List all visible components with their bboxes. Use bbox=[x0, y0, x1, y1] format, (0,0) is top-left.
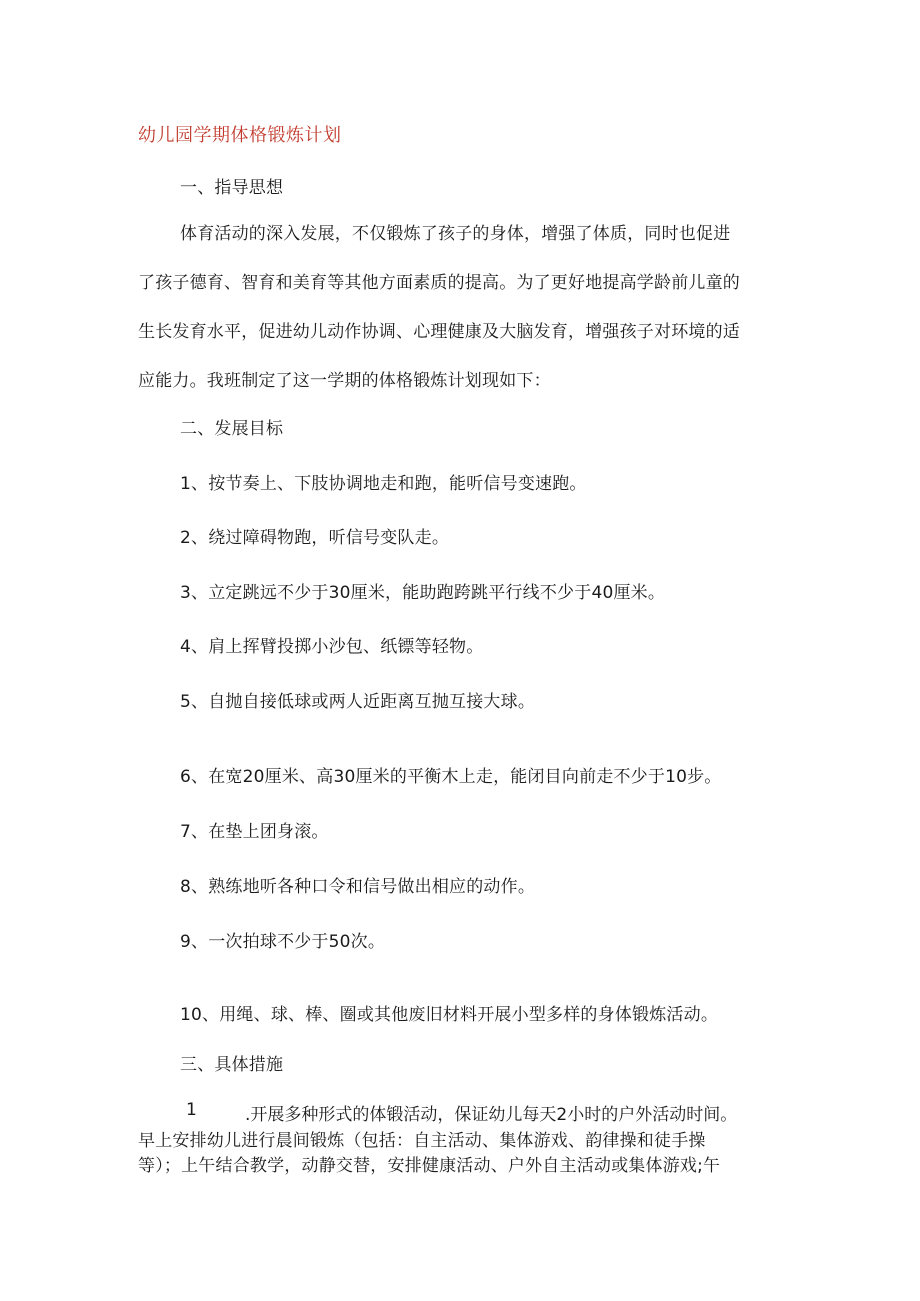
measure-1-line: 等）；上午结合教学，动静交替，安排健康活动、户外自主活动或集体游戏;午 bbox=[138, 1156, 721, 1176]
goal-item-1: 1、按节奏上、下肢协调地走和跑，能听信号变速跑。 bbox=[180, 474, 587, 494]
goal-item-6: 6、在宽20厘米、高30厘米的平衡木上走，能闭目向前走不少于10步。 bbox=[180, 767, 722, 787]
goal-item-7: 7、在垫上团身滚。 bbox=[180, 822, 329, 842]
section-heading-development-goals: 二、发展目标 bbox=[180, 419, 284, 439]
goal-item-5: 5、自抛自接低球或两人近距离互抛互接大球。 bbox=[180, 692, 536, 712]
measure-1-first-line: .开展多种形式的体锻活动，保证幼儿每天2小时的户外活动时间。 bbox=[245, 1105, 738, 1125]
paragraph-line: 应能力。我班制定了这一学期的体格锻炼计划现如下： bbox=[138, 371, 551, 391]
document-title: 幼儿园学期体格锻炼计划 bbox=[138, 125, 342, 146]
paragraph-line: 了孩子德育、智育和美育等其他方面素质的提高。为了更好地提高学龄前儿童的 bbox=[138, 273, 740, 293]
goal-item-2: 2、绕过障碍物跑，听信号变队走。 bbox=[180, 528, 450, 548]
goal-item-9: 9、一次拍球不少于50次。 bbox=[180, 932, 386, 952]
paragraph-line: 体育活动的深入发展，不仅锻炼了孩子的身体，增强了体质，同时也促进 bbox=[180, 224, 731, 244]
goal-item-8: 8、熟练地听各种口令和信号做出相应的动作。 bbox=[180, 877, 536, 897]
measure-1-number: 1 bbox=[186, 1100, 197, 1120]
paragraph-line: 生长发育水平，促进幼儿动作协调、心理健康及大脑发育，增强孩子对环境的适 bbox=[138, 322, 740, 342]
section-heading-specific-measures: 三、具体措施 bbox=[180, 1055, 284, 1075]
goal-item-3: 3、立定跳远不少于30厘米，能助跑跨跳平行线不少于40厘米。 bbox=[180, 583, 666, 603]
section-heading-guiding-ideology: 一、指导思想 bbox=[180, 178, 284, 198]
goal-item-10: 10、用绳、球、棒、圈或其他废旧材料开展小型多样的身体锻炼活动。 bbox=[180, 1005, 719, 1025]
measure-1-line: 早上安排幼儿进行晨间锻炼（包括：自主活动、集体游戏、韵律操和徒手操 bbox=[138, 1131, 706, 1151]
goal-item-4: 4、肩上挥臂投掷小沙包、纸镖等轻物。 bbox=[180, 637, 484, 657]
